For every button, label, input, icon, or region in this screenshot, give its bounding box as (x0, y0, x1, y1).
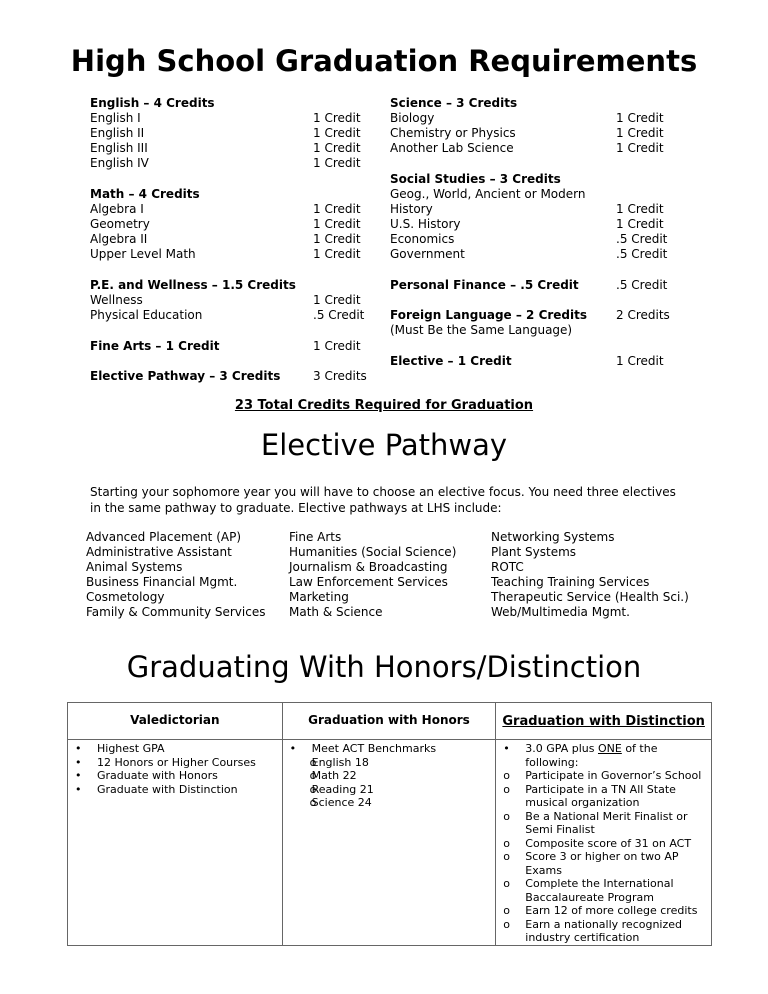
course-name: Biology (390, 111, 435, 125)
pathway-item: Plant Systems (491, 545, 577, 559)
pe-section (90, 278, 296, 323)
list-subitem: o Complete the International Baccalaureate Program (525, 877, 707, 904)
list-subitem: o Be a National Merit Finalist or Semi Finalist (525, 810, 707, 837)
course-credit: 1 Credit (616, 217, 664, 231)
course-name: History (390, 202, 433, 216)
english-header: English – 4 Credits (90, 96, 215, 110)
honors-title: Graduating With Honors/Distinction (126, 650, 642, 684)
list-subitem: o Participate in Governor’s School (525, 769, 707, 783)
honors-cell (282, 740, 496, 946)
course-credit: 1 Credit (616, 126, 664, 140)
course-name: U.S. History (390, 217, 461, 231)
list-subitem: o Composite score of 31 on ACT (525, 837, 707, 851)
course-name: Economics (390, 232, 455, 246)
course-name: English I (90, 111, 141, 125)
pathway-item: Animal Systems (86, 560, 183, 574)
pathway-list-col3 (491, 530, 689, 620)
valedictorian-cell (68, 740, 283, 946)
course-credit: .5 Credit (616, 232, 668, 246)
course-credit: 1 Credit (313, 111, 361, 125)
course-name: English II (90, 126, 145, 140)
course-credit: 1 Credit (313, 202, 361, 216)
course-name: Government (390, 247, 465, 261)
list-subitem: o Earn a nationally recognized industry certification (525, 918, 707, 945)
pathway-item: Law Enforcement Services (289, 575, 448, 589)
course-credit: 1 Credit (616, 202, 664, 216)
course-credit: 1 Credit (313, 126, 361, 140)
course-name: English IV (90, 156, 149, 170)
pathway-item: Journalism & Broadcasting (289, 560, 448, 574)
course-credit: 1 Credit (616, 111, 664, 125)
valedictorian-header: Valedictorian (68, 703, 283, 740)
course-name: Geometry (90, 217, 150, 231)
science-header: Science – 3 Credits (390, 96, 518, 110)
pathway-item: Business Financial Mgmt. (86, 575, 238, 589)
course-name: Wellness (90, 293, 143, 307)
foreign-language-header: Foreign Language – 2 Credits (390, 308, 588, 322)
pathway-list-col1 (86, 530, 265, 620)
elective-pathway-credit: 3 Credits (313, 369, 367, 383)
pathway-item: Web/Multimedia Mgmt. (491, 605, 630, 619)
pathway-item: Advanced Placement (AP) (86, 530, 241, 544)
foreign-language-note: (Must Be the Same Language) (390, 323, 573, 337)
course-credit: .5 Credit (313, 308, 365, 322)
list-subitem: o Science 24 (312, 796, 496, 810)
pe-credits (313, 293, 364, 323)
distinction-cell (496, 740, 712, 946)
course-name: Geog., World, Ancient or Modern (390, 187, 586, 201)
course-credit: 1 Credit (313, 232, 361, 246)
lead-post: of the following: (525, 742, 658, 769)
course-credit: 1 Credit (616, 141, 664, 155)
course-credit: 1 Credit (313, 141, 361, 155)
lead-pre: 3.0 GPA plus (525, 742, 598, 755)
english-credits (313, 111, 361, 171)
honors-table (67, 702, 712, 946)
pathway-item: Teaching Training Services (491, 575, 650, 589)
social-studies-credits (616, 202, 667, 262)
course-name: English III (90, 141, 148, 155)
pathway-item: Family & Community Services (86, 605, 266, 619)
total-credits: 23 Total Credits Required for Graduation (234, 398, 534, 413)
list-subitem: o Reading 21 (312, 783, 496, 797)
elective-header: Elective – 1 Credit (390, 354, 512, 368)
pathway-item: Administrative Assistant (86, 545, 232, 559)
course-name: Another Lab Science (390, 141, 514, 155)
list-subitem: o Earn 12 of more college credits (525, 904, 707, 918)
pe-header: P.E. and Wellness – 1.5 Credits (90, 278, 296, 292)
list-subitem: o English 18 (312, 756, 496, 770)
pathway-item: Marketing (289, 590, 349, 604)
course-name: Upper Level Math (90, 247, 196, 261)
list-subitem: o Score 3 or higher on two AP Exams (525, 850, 707, 877)
science-section (390, 96, 517, 156)
foreign-language-section (390, 308, 587, 338)
list-subitem: o Math 22 (312, 769, 496, 783)
social-studies-section (390, 172, 585, 262)
math-header: Math – 4 Credits (90, 187, 200, 201)
pathway-item: Humanities (Social Science) (289, 545, 457, 559)
course-name: Chemistry or Physics (390, 126, 516, 140)
course-name: Physical Education (90, 308, 203, 322)
pathway-item: Fine Arts (289, 530, 342, 544)
personal-finance-credit: .5 Credit (616, 278, 668, 292)
page-title: High School Graduation Requirements (70, 44, 698, 78)
course-credit: 1 Credit (313, 293, 361, 307)
social-studies-header: Social Studies – 3 Credits (390, 172, 561, 186)
math-credits (313, 202, 361, 262)
pathway-item: ROTC (491, 560, 524, 574)
list-item: • Graduate with Distinction (97, 783, 282, 797)
list-item: • Highest GPA (97, 742, 282, 756)
distinction-header: Graduation with Distinction (496, 703, 712, 740)
fine-arts-credit: 1 Credit (313, 339, 361, 353)
course-name: Algebra II (90, 232, 148, 246)
pathway-list-col2 (289, 530, 456, 620)
elective-credit: 1 Credit (616, 354, 664, 368)
personal-finance-header: Personal Finance – .5 Credit (390, 278, 579, 292)
math-section (90, 187, 200, 262)
english-section (90, 96, 215, 171)
course-credit: 1 Credit (313, 247, 361, 261)
honors-header: Graduation with Honors (282, 703, 496, 740)
list-subitem: o Participate in a TN All State musical organization (525, 783, 707, 810)
pathway-intro: Starting your sophomore year you will have to choose an elective focus. You need three electives in the same pathway to graduate. Elective pathways at LHS include: (90, 485, 676, 515)
fine-arts-header: Fine Arts – 1 Credit (90, 339, 220, 353)
lead-underlined: ONE (597, 742, 622, 755)
list-item (525, 742, 707, 769)
foreign-language-credit: 2 Credits (616, 308, 670, 322)
pathway-item: Math & Science (289, 605, 383, 619)
pathway-item: Networking Systems (491, 530, 615, 544)
elective-pathway-title: Elective Pathway (260, 428, 508, 462)
course-name: Algebra I (90, 202, 144, 216)
list-item: • Meet ACT Benchmarks (312, 742, 496, 756)
list-item: • 12 Honors or Higher Courses (97, 756, 282, 770)
science-credits (616, 111, 664, 156)
course-credit: 1 Credit (313, 156, 361, 170)
pathway-item: Therapeutic Service (Health Sci.) (491, 590, 689, 604)
elective-pathway-header: Elective Pathway – 3 Credits (90, 369, 281, 383)
list-item: • Graduate with Honors (97, 769, 282, 783)
pathway-item: Cosmetology (86, 590, 165, 604)
course-credit: .5 Credit (616, 247, 668, 261)
course-credit: 1 Credit (313, 217, 361, 231)
